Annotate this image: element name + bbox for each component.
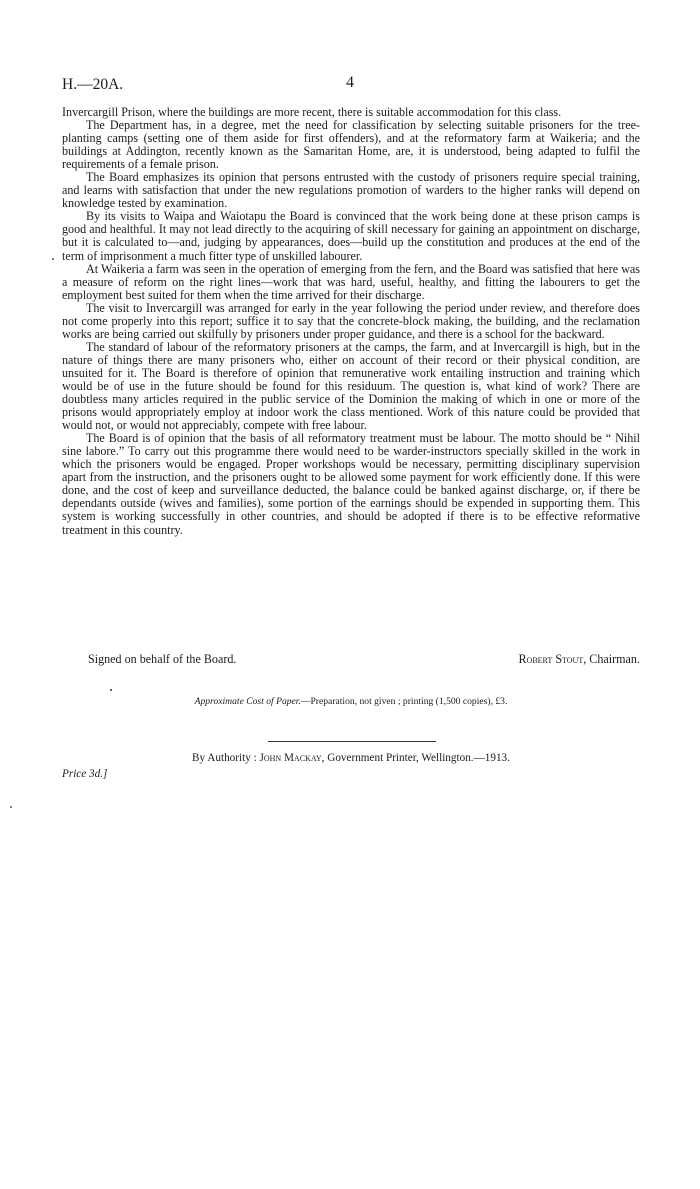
- paragraph-5: At Waikeria a farm was seen in the operation of emerging from the fern, and the Board was satisfied that here was a measure of reform on the right lines—work that was hard, useful, healthy, and fitting the labourers to get the employment best suited for them when the time arrived for their discharge.: [62, 261, 640, 302]
- signatory: [518, 652, 640, 667]
- signature-line: [62, 652, 640, 668]
- paragraph-7: The standard of labour of the reformatory prisoners at the camps, the farm, and at Invercargill is high, but in the nature of things there are many prisoners who, either on account of their record or their physical condition, are unsuited for it. The Board is therefore of opinion that remunerative work entailing instruction and training which would be of use in the future should be found for this residuum. The question is, what kind of work? There are doubtless many articles required in the public service of the Dominion the making of which in one or more of the prisons would appropriately employ at indoor work the class mentioned. Work of this nature could be provided that would not, or would not appreciably, compete with free labour.: [62, 339, 640, 433]
- signed-on-behalf: Signed on behalf of the Board.: [88, 652, 237, 666]
- divider-rule: [268, 741, 436, 742]
- scan-speck: [10, 806, 12, 808]
- signatory-title: , Chairman.: [583, 652, 640, 666]
- body-text: [62, 106, 640, 537]
- price: Price 3d.]: [62, 768, 108, 780]
- scan-speck: [52, 258, 54, 260]
- imprint-printer: John Mackay: [259, 752, 322, 764]
- imprint: [62, 752, 640, 764]
- cost-label: Approximate Cost of Paper.: [194, 696, 301, 707]
- cost-of-paper: [62, 696, 640, 707]
- imprint-prefix: By Authority :: [192, 752, 260, 764]
- printer-mark: [110, 689, 112, 691]
- paragraph-8: The Board is of opinion that the basis of all reformatory treatment must be labour. The motto should be “ Nihil sine labore.” To carry out this programme there would need to be warder-instructors specially skilled in the work in which the prisoners would be engaged. Proper workshops would be necessary, permitting disciplinary supervision apart from the instruction, and the prisoners ought to be allowed some payment for work efficiently done. If this were done, and the cost of keep and surveillance deducted, the balance could be banked against discharge, or, if there be dependants outside (wives and families), some portion of the earnings should be expended in supporting them. This system is working successfully in other countries, and should be adopted if there is to be effective reformative treatment in this country.: [62, 431, 640, 537]
- document-reference: H.—20A.: [62, 76, 124, 93]
- cost-text: —Preparation, not given ; printing (1,500 copies), £3.: [300, 696, 508, 707]
- signatory-name: Robert Stout: [518, 652, 584, 666]
- paragraph-1: Invercargill Prison, where the buildings are more recent, there is suitable accommodation for this class.: [62, 105, 562, 119]
- paragraph-4: By its visits to Waipa and Waiotapu the Board is convinced that the work being done at these prison camps is good and healthful. It may not lead directly to the acquiring of skill necessary for gaining an appointment on discharge, but it is calculated to—and, judging by appearances, does—build up the constitution and produces at the end of the term of imprisonment a much fitter type of unskilled labourer.: [62, 209, 640, 263]
- imprint-suffix: , Government Printer, Wellington.—1913.: [321, 752, 510, 764]
- page-number: 4: [346, 74, 354, 91]
- paragraph-6: The visit to Invercargill was arranged for early in the year following the period under review, and therefore does not come properly into this report; suffice it to say that the concrete-block making, the building, and the reclamation works are being carried out skilfully by prisoners under proper guidance, and there is a school for the backward.: [62, 300, 640, 341]
- page-header: [62, 76, 638, 96]
- paragraph-2: The Department has, in a degree, met the need for classification by selecting suitable prisoners for the tree-planting camps (setting one of them aside for first offenders), and at the reformatory farm at Waikeria; and the buildings at Addington, recently known as the Samaritan Home, are, it is understood, being adapted to fulfil the requirements of a female prison.: [62, 118, 640, 172]
- paragraph-3: The Board emphasizes its opinion that persons entrusted with the custody of prisoners require special training, and learns with satisfaction that under the new regulations promotion of warders to the higher ranks will depend on knowledge tested by examination.: [62, 170, 640, 211]
